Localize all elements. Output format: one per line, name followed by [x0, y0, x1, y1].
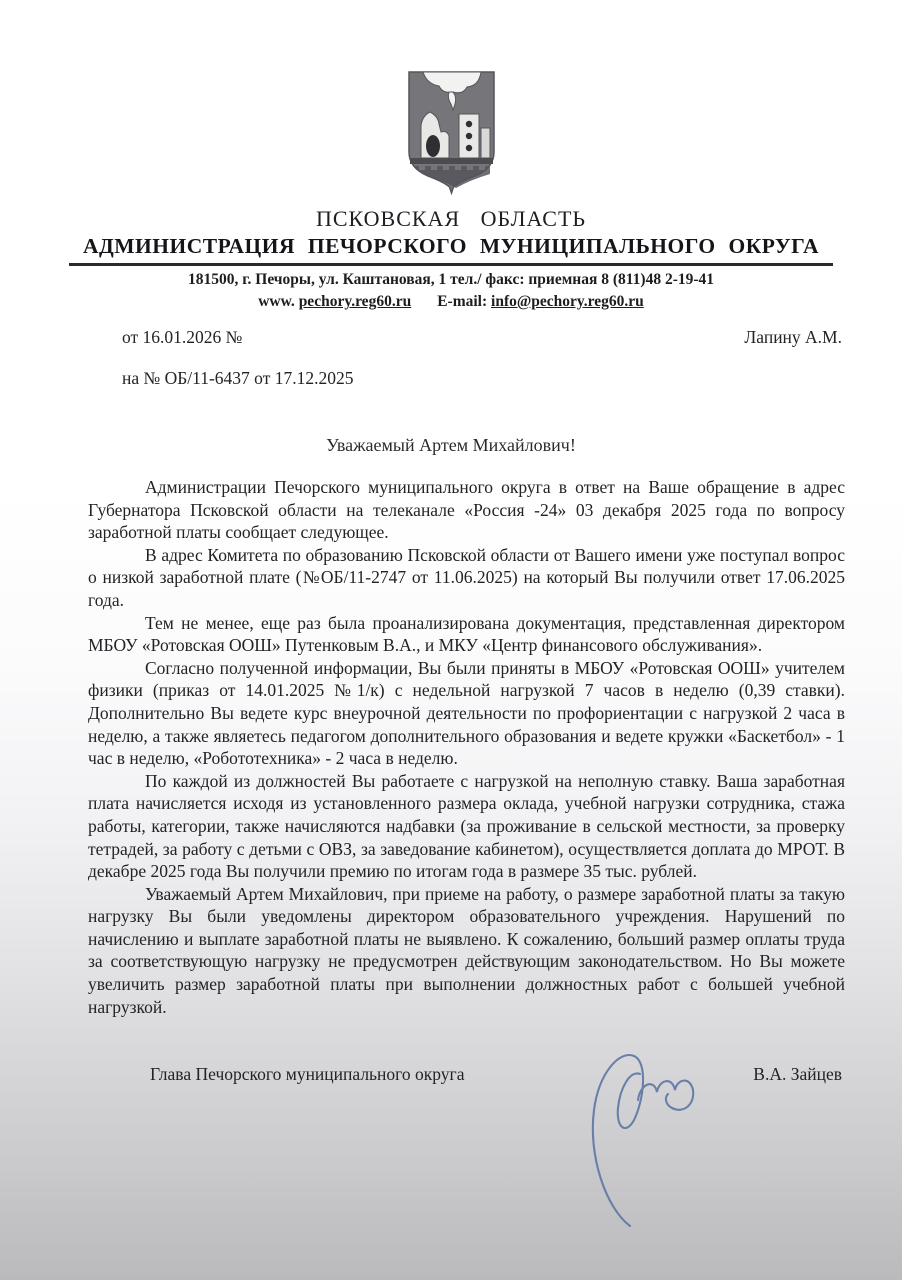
organization-title: АДМИНИСТРАЦИЯ ПЕЧОРСКОГО МУНИЦИПАЛЬНОГО ОКРУГА [82, 234, 820, 258]
region-title: ПСКОВСКАЯ ОБЛАСТЬ [315, 206, 587, 231]
email-label: E-mail: [437, 293, 492, 310]
paragraph: Тем не менее, еще раз была проанализирована документация, представленная директором МБОУ «Ротовская ООШ» Путенковым В.А., и МКУ «Центр финансового обслуживания». [88, 612, 845, 656]
signer-position: Глава Печорского муниципального округа [150, 1064, 465, 1085]
addressee: Лапину А.М. [744, 327, 842, 347]
signer-name: В.А. Зайцев [753, 1064, 842, 1085]
letterhead [0, 0, 902, 311]
paragraph: Администрации Печорского муниципального округа в ответ на Ваше обращение в адрес Губернатора Псковской области на телеканале «Россия -24» 03 декабря 2025 года по вопросу заработной платы сообщает следующее. [88, 477, 845, 543]
paragraph: Уважаемый Артем Михайлович, при приеме на работу, о размере заработной платы за такую нагрузку Вы были уведомлены директором образовательного учреждения. Нарушений по начислению и выплате заработной платы не выявлено. К сожалению, больший размер оплаты труда за соответствующую нагрузку не предусмотрен действующим законодательством. Но Вы можете увеличить размер заработной платы при выполнении должностных работ с большей учебной нагрузкой. [88, 883, 845, 1017]
coat-of-arms [0, 66, 902, 198]
paragraph: В адрес Комитета по образованию Псковской области от Вашего имени уже поступал вопрос о низкой заработной плате (№ОБ/11-2747 от 11.06.2025) на который Вы получили ответ 17.06.2025 года. [88, 544, 845, 610]
letter-body [88, 476, 845, 1018]
paragraph: По каждой из должностей Вы работаете с нагрузкой на неполную ставку. Ваша заработная плата начисляется исходя из установленного размера оклада, учебной нагрузки сотрудника, стажа работы, категории, также начисляются надбавки (за проживание в сельской местности, за проверку тетрадей, за работу с детьми с ОВЗ, за заведование кабинетом), осуществляется доплата до МРОТ. В декабре 2025 года Вы получили премию по итогам года в размере 35 тыс. рублей. [88, 770, 845, 882]
paragraph: Согласно полученной информации, Вы были приняты в МБОУ «Ротовская ООШ» учителем физики (приказ от 14.01.2025 №1/к) с недельной нагрузкой 7 часов в неделю (0,39 ставки). Дополнительно Вы ведете курс внеурочной деятельности по профориентации с нагрузкой 2 часа в неделю, а также являетесь педагогом дополнительного образования и ведете кружки «Баскетбол» - 1 час в неделю, «Робототехника» - 2 часа в неделю. [88, 657, 845, 769]
contacts-line [0, 293, 902, 311]
address-line: 181500, г. Печоры, ул. Каштановая, 1 тел./ факс: приемная 8 (811)48 2-19-41 [187, 271, 715, 288]
letterhead-divider [69, 263, 833, 266]
www-label: www. [258, 293, 299, 310]
outgoing-date-line: от 16.01.2026 № [122, 327, 243, 347]
salutation: Уважаемый Артем Михайлович! [326, 435, 576, 455]
pechory-coat-of-arms-icon [403, 66, 500, 198]
website-link: pechory.reg60.ru [298, 293, 412, 310]
meta-row [122, 327, 842, 348]
signature-row [150, 1064, 842, 1085]
reference-line: на № ОБ/11-6437 от 17.12.2025 [122, 368, 354, 388]
email-link: info@pechory.reg60.ru [491, 293, 644, 310]
